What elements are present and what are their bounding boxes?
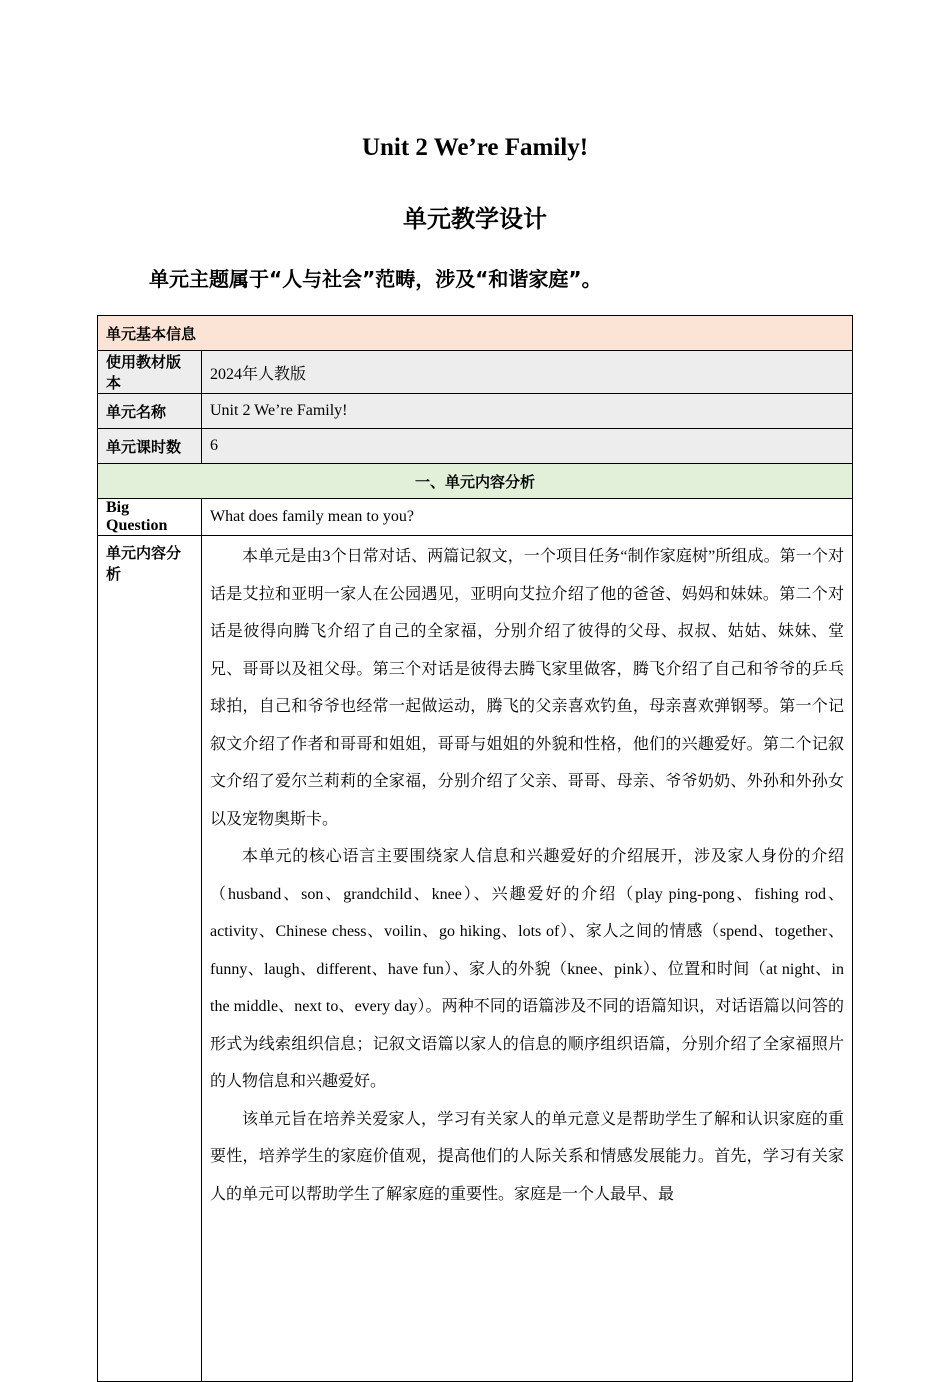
content-analysis-cell [202,536,853,1382]
hours-label: 单元课时数 [98,429,202,464]
table-row-basic-info [98,316,853,351]
table-row-unit-name [98,394,853,429]
content-analysis-body [210,536,844,1381]
table-row-hours [98,429,853,464]
analysis-paragraph: 本单元是由3个日常对话、两篇记叙文，一个项目任务“制作家庭树”所组成。第一个对话是艾拉和亚明一家人在公园遇见，亚明向艾拉介绍了他的爸爸、妈妈和妹妹。第二个对话是彼得向腾飞介绍了自己的全家福，分别介绍了彼得的父母、叔叔、姑姑、妹妹、堂兄、哥哥以及祖父母。第三个对话是彼得去腾飞家里做客，腾飞介绍了自己和爷爷的乒乓球拍，自己和爷爷也经常一起做运动，腾飞的父亲喜欢钓鱼，母亲喜欢弹钢琴。第一个记叙文介绍了作者和哥哥和姐姐，哥哥与姐姐的外貌和性格，他们的兴趣爱好。第二个记叙文介绍了爱尔兰莉莉的全家福，分别介绍了父亲、哥哥、母亲、爷爷奶奶、外孙和外孙女以及宠物奥斯卡。 [210,548,844,828]
table-row-big-question [98,499,853,536]
textbook-value: 2024年人教版 [202,351,853,394]
hours-value: 6 [202,429,853,464]
table-row-textbook [98,351,853,394]
unit-name-value: Unit 2 We’re Family! [202,394,853,429]
section-heading-content-analysis: 一、单元内容分析 [98,464,853,499]
table-row-section-one [98,464,853,499]
unit-name-label: 单元名称 [98,394,202,429]
analysis-paragraph: 该单元旨在培养关爱家人，学习有关家人的单元意义是帮助学生了解和认识家庭的重要性，培养学生的家庭价值观，提高他们的人际关系和情感发展能力。首先，学习有关家人的单元可以帮助学生了解家庭的重要性。家庭是一个人最早、最 [210,1110,844,1203]
textbook-label: 使用教材版本 [98,351,202,394]
page-title-chinese: 单元教学设计 [403,205,547,233]
page-title-english: Unit 2 We’re Family! [361,134,589,161]
unit-theme-statement: 单元主题属于“人与社会”范畴，涉及“和谐家庭”。 [149,267,602,291]
basic-info-heading: 单元基本信息 [98,316,853,351]
unit-info-table [97,315,853,1382]
table-row-content-analysis [98,536,853,1382]
big-question-label: Big Question [98,499,202,536]
content-analysis-label: 单元内容分析 [98,536,202,1382]
analysis-paragraph: 本单元的核心语言主要围绕家人信息和兴趣爱好的介绍展开，涉及家人身份的介绍（husband、son、grandchild、knee）、兴趣爱好的介绍（play ping-pong、fishing rod、activity、Chinese chess、voilin、go hiking、lots of）、家人之间的情感（spend、together、funny、laugh、different、have fun）、家人的外貌（knee、pink）、位置和时间（at night、in the middle、next to、every day）。两种不同的语篇涉及不同的语篇知识，对话语篇以问答的形式为线索组织信息；记叙文语篇以家人的信息的顺序组织语篇，分别介绍了全家福照片的人物信息和兴趣爱好。 [210,848,844,1090]
big-question-value: What does family mean to you? [202,499,853,536]
